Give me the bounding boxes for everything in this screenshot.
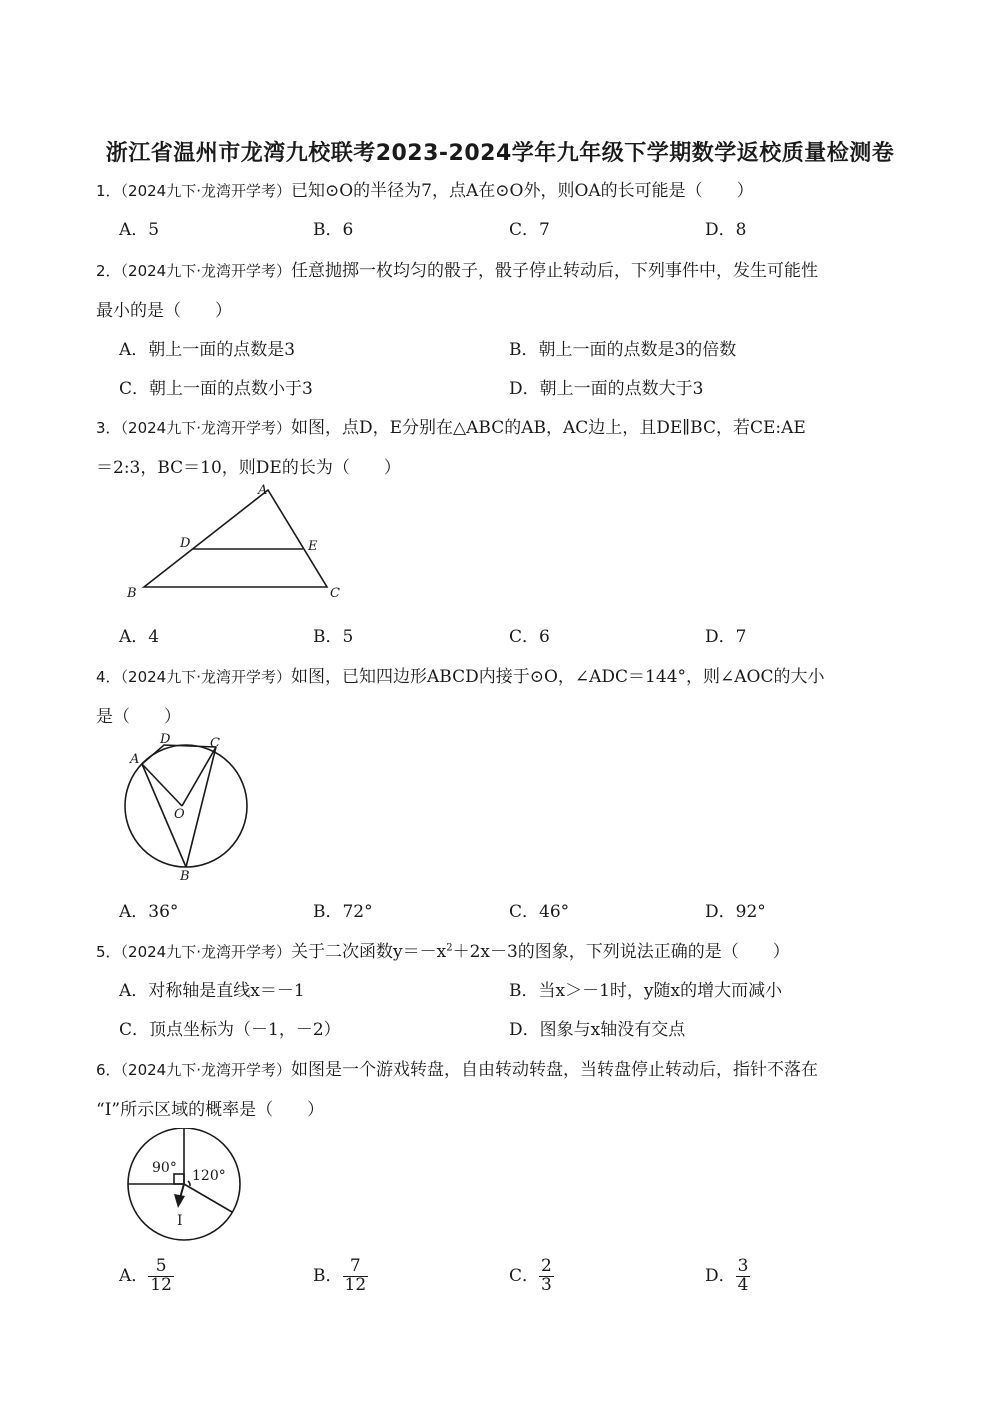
numerator: 7 [343, 1258, 369, 1277]
question-number: 5． [96, 943, 121, 961]
question-6-stem-cont: “I”所示区域的概率是（ ） [96, 1100, 325, 1120]
q6-option-a [119, 1258, 174, 1295]
q5-option-b: B．当x＞－1时，y随x的增大而减小 [509, 981, 783, 1001]
numerator: 2 [541, 1256, 552, 1276]
q1-option-a: A．5 [119, 220, 160, 240]
label-o: O [174, 807, 185, 822]
fraction [343, 1258, 369, 1295]
label-d: D [180, 536, 191, 551]
q2-option-a: A．朝上一面的点数是3 [119, 340, 296, 360]
question-3-stem [96, 413, 806, 438]
spinner-figure [122, 1128, 248, 1246]
label-a: A [130, 752, 140, 767]
option-label: C． [509, 1265, 540, 1286]
q2-option-d: D．朝上一面的点数大于3 [509, 379, 704, 399]
question-number: 1． [96, 182, 121, 200]
denominator: 12 [344, 1274, 367, 1295]
q3-option-a: A．4 [119, 627, 160, 647]
label-90: 90° [152, 1160, 177, 1176]
question-text: 任意抛掷一枚均匀的骰子，骰子停止转动后，下列事件中，发生可能性 [291, 261, 818, 281]
angle-arc [188, 1181, 190, 1186]
q6-option-b [313, 1258, 368, 1295]
denominator: 4 [737, 1274, 749, 1295]
question-1-stem [96, 176, 754, 201]
exponent: 2 [446, 942, 453, 954]
q4-option-c: C．46° [509, 902, 570, 922]
option-label: B． [313, 1265, 343, 1286]
numerator: 3 [737, 1256, 749, 1276]
question-3-stem-cont: ＝2:3，BC＝10，则DE的长为（ ） [96, 458, 401, 478]
q4-option-b: B．72° [313, 902, 373, 922]
label-d: D [160, 732, 171, 747]
question-text: 如图，点D，E分别在△ABC的AB，AC边上，且DE∥BC，若CE:AE [291, 418, 806, 438]
q5-option-d: D．图象与x轴没有交点 [509, 1020, 686, 1040]
question-source: （2024九下·龙湾开学考） [120, 419, 291, 437]
question-source: （2024九下·龙湾开学考） [120, 943, 291, 961]
numerator: 5 [148, 1258, 174, 1277]
circle-figure [118, 728, 258, 886]
segment-co [182, 747, 216, 806]
option-label: A． [119, 1265, 149, 1286]
question-source: （2024九下·龙湾开学考） [120, 262, 291, 280]
question-text: 关于二次函数y＝－x [291, 942, 447, 962]
q3-option-b: B．5 [313, 627, 354, 647]
question-source: （2024九下·龙湾开学考） [120, 668, 291, 686]
question-number: 3． [96, 419, 121, 437]
question-2-stem-cont: 最小的是（ ） [96, 301, 232, 321]
question-source: （2024九下·龙湾开学考） [120, 182, 291, 200]
segment-cb [186, 747, 216, 867]
q6-option-d [705, 1258, 750, 1295]
question-2-stem [96, 256, 818, 281]
q3-option-d: D．7 [705, 627, 747, 647]
label-c: C [330, 586, 340, 601]
triangle-figure [118, 478, 348, 606]
denominator: 12 [150, 1274, 172, 1295]
label-e: E [308, 539, 318, 554]
label-c: C [210, 736, 220, 751]
fraction [736, 1258, 751, 1295]
fraction [148, 1258, 174, 1295]
fraction [539, 1258, 554, 1295]
question-number: 2． [96, 262, 121, 280]
question-5-stem [96, 937, 790, 962]
option-label: D． [705, 1265, 736, 1286]
q4-option-d: D．92° [705, 902, 766, 922]
question-text-cont: ＋2x－3的图象，下列说法正确的是（ ） [452, 942, 790, 962]
question-text: 如图，已知四边形ABCD内接于⊙O，∠ADC＝144°，则∠AOC的大小 [291, 667, 825, 687]
q5-option-a: A．对称轴是直线x＝－1 [119, 981, 305, 1001]
question-source: （2024九下·龙湾开学考） [120, 1061, 291, 1079]
question-number: 6． [96, 1061, 121, 1079]
page-title: 浙江省温州市龙湾九校联考2023-2024学年九年级下学期数学返校质量检测卷 [105, 141, 895, 166]
question-4-stem-cont: 是（ ） [96, 707, 181, 727]
question-6-stem [96, 1055, 818, 1080]
label-b: B [180, 869, 190, 884]
q1-option-b: B．6 [313, 220, 354, 240]
question-text: 如图是一个游戏转盘，自由转动转盘，当转盘停止转动后，指针不落在 [291, 1060, 818, 1080]
label-region-i: I [177, 1213, 183, 1229]
question-4-stem [96, 662, 824, 687]
q4-option-a: A．36° [119, 902, 179, 922]
label-a: A [258, 483, 268, 498]
label-b: B [127, 586, 137, 601]
triangle-abc [144, 490, 327, 587]
pointer-arrowhead [174, 1194, 185, 1208]
q2-option-c: C．朝上一面的点数小于3 [119, 379, 313, 399]
q5-option-c: C．顶点坐标为（－1，－2） [119, 1020, 341, 1040]
q1-option-c: C．7 [509, 220, 550, 240]
label-120: 120° [192, 1168, 226, 1184]
spinner-radius-lower-right [184, 1184, 232, 1212]
q3-option-c: C．6 [509, 627, 550, 647]
q6-option-c [509, 1258, 554, 1295]
q1-option-d: D．8 [705, 220, 747, 240]
question-text: 已知⊙O的半径为7，点A在⊙O外，则OA的长可能是（ ） [291, 181, 754, 201]
q2-option-b: B．朝上一面的点数是3的倍数 [509, 340, 737, 360]
segment-ao [142, 764, 182, 806]
denominator: 3 [541, 1274, 552, 1295]
question-number: 4． [96, 668, 121, 686]
